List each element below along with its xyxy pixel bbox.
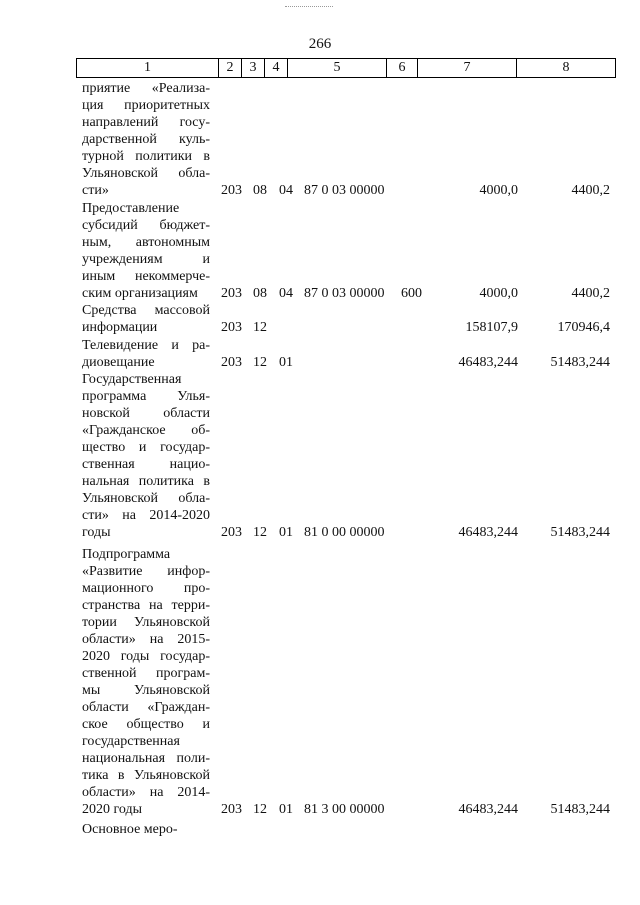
description-line: приятие «Реализа- xyxy=(82,81,210,96)
cell-y2020: 51483,244 xyxy=(550,802,610,817)
cell-csr: 87 0 03 00000 xyxy=(304,286,385,301)
description-line: сти» на 2014-2020 xyxy=(82,508,210,523)
cell-rz: 12 xyxy=(253,355,267,370)
header-col-6: 6 xyxy=(387,59,418,78)
cell-y2019: 4000,0 xyxy=(479,183,518,198)
cell-gz: 203 xyxy=(221,286,242,301)
cell-pr: 01 xyxy=(279,525,293,540)
cell-vr: 600 xyxy=(401,286,422,301)
cell-rz: 08 xyxy=(253,286,267,301)
cell-y2020: 51483,244 xyxy=(550,525,610,540)
description-line: направлений госу- xyxy=(82,115,210,130)
description-line: иным некоммерче- xyxy=(82,269,210,284)
column-header-row xyxy=(77,59,616,78)
description-line: щество и государ- xyxy=(82,440,210,455)
description-line: «Гражданское об- xyxy=(82,423,210,438)
description-line: ственная нацио- xyxy=(82,457,210,472)
cell-y2019: 4000,0 xyxy=(479,286,518,301)
cell-pr: 04 xyxy=(279,183,293,198)
description-line: тории Ульяновской xyxy=(82,615,210,630)
description-line: области» на 2015- xyxy=(82,632,210,647)
row-description xyxy=(82,821,210,838)
row-description xyxy=(82,546,210,818)
description-line: мы Ульяновской xyxy=(82,683,210,698)
header-col-8: 8 xyxy=(517,59,616,78)
cell-y2020: 170946,4 xyxy=(557,320,610,335)
row-description xyxy=(82,200,210,302)
description-line: странства на терри- xyxy=(82,598,210,613)
description-line: годы xyxy=(82,525,111,540)
cell-pr: 04 xyxy=(279,286,293,301)
description-line: «Развитие инфор- xyxy=(82,564,210,579)
cell-rz: 12 xyxy=(253,802,267,817)
description-line: нальная политика в xyxy=(82,474,210,489)
description-line: ция приоритетных xyxy=(82,98,210,113)
cell-y2020: 51483,244 xyxy=(550,355,610,370)
description-line: субсидий бюджет- xyxy=(82,218,210,233)
description-line: дарственной куль- xyxy=(82,132,210,147)
cell-y2019: 46483,244 xyxy=(458,355,518,370)
row-description xyxy=(82,80,210,199)
cell-csr: 81 0 00 00000 xyxy=(304,525,385,540)
scan-artifact xyxy=(285,6,333,8)
cell-gz: 203 xyxy=(221,525,242,540)
description-line: Подпрограмма xyxy=(82,547,171,562)
cell-y2019: 46483,244 xyxy=(458,802,518,817)
cell-csr: 87 0 03 00000 xyxy=(304,183,385,198)
cell-rz: 12 xyxy=(253,320,267,335)
header-col-5: 5 xyxy=(288,59,387,78)
row-description xyxy=(82,302,210,336)
description-line: мационного про- xyxy=(82,581,210,596)
description-line: новской области xyxy=(82,406,210,421)
header-col-3: 3 xyxy=(242,59,265,78)
description-line: государственная xyxy=(82,734,180,749)
cell-gz: 203 xyxy=(221,802,242,817)
description-line: Ульяновской обла- xyxy=(82,491,210,506)
cell-gz: 203 xyxy=(221,320,242,335)
page-number: 266 xyxy=(308,36,332,52)
description-line: турной политики в xyxy=(82,149,210,164)
description-line: ственной програм- xyxy=(82,666,210,681)
description-line: Ульяновской обла- xyxy=(82,166,210,181)
description-line: национальная поли- xyxy=(82,751,210,766)
column-header-table xyxy=(76,58,616,78)
header-col-4: 4 xyxy=(265,59,288,78)
description-line: Телевидение и ра- xyxy=(82,338,210,353)
header-col-2: 2 xyxy=(219,59,242,78)
cell-csr: 81 3 00 00000 xyxy=(304,802,385,817)
description-line: учреждениям и xyxy=(82,252,210,267)
description-line: программа Улья- xyxy=(82,389,210,404)
description-line: диовещание xyxy=(82,355,155,370)
row-description xyxy=(82,371,210,541)
cell-y2020: 4400,2 xyxy=(571,183,610,198)
description-line: Средства массовой xyxy=(82,303,210,318)
description-line: 2020 годы xyxy=(82,802,143,817)
row-description xyxy=(82,337,210,371)
description-line: тика в Ульяновской xyxy=(82,768,210,783)
cell-y2019: 46483,244 xyxy=(458,525,518,540)
description-line: Предоставление xyxy=(82,201,180,216)
header-col-1: 1 xyxy=(77,59,219,78)
description-line: 2020 годы государ- xyxy=(82,649,210,664)
description-line: ским организациям xyxy=(82,286,198,301)
cell-y2019: 158107,9 xyxy=(465,320,518,335)
description-line: сти» xyxy=(82,183,109,198)
cell-y2020: 4400,2 xyxy=(571,286,610,301)
cell-pr: 01 xyxy=(279,802,293,817)
description-line: ское общество и xyxy=(82,717,210,732)
cell-rz: 12 xyxy=(253,525,267,540)
cell-gz: 203 xyxy=(221,183,242,198)
description-line: информации xyxy=(82,320,158,335)
description-line: Основное меро- xyxy=(82,822,178,837)
description-line: области» на 2014- xyxy=(82,785,210,800)
cell-gz: 203 xyxy=(221,355,242,370)
description-line: Государственная xyxy=(82,372,182,387)
cell-pr: 01 xyxy=(279,355,293,370)
description-line: ным, автономным xyxy=(82,235,210,250)
cell-rz: 08 xyxy=(253,183,267,198)
description-line: области «Граждан- xyxy=(82,700,210,715)
header-col-7: 7 xyxy=(418,59,517,78)
